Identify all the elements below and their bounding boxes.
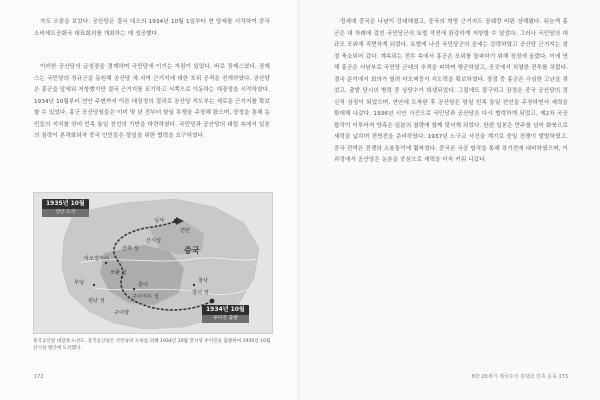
map-label-guizhou: 구이저우 성 [132, 294, 159, 300]
map-label-china: 중국 [184, 246, 200, 255]
page-number-left: 172 [34, 374, 44, 380]
long-march-map [33, 192, 273, 334]
running-head-right: 8장 20세기 제국주의 침략과 민족 운동 173 [471, 374, 568, 380]
map-label-yanan: 연안 [180, 228, 191, 234]
map-label-ningxia: 닝샤 [154, 218, 165, 224]
callout-departure-text: 루이진 출발 [202, 315, 249, 323]
map-caption: 중국공산당 대장정 노선도. 중국공산당은 국민당의 포위를 피해 1934년 10월 장시성 루이진을 출발하여 1935년 10월 산시성 옌안에 도착했다. [33, 339, 271, 351]
map-label-shaanxi: 산시성 [146, 238, 162, 244]
left-text-body [34, 62, 270, 143]
callout-arrival [42, 199, 89, 217]
left-paragraph-body: 이러한 공산당의 급성장을 경계하며 국민당에 이기는 자림이 있었다. 바로 장제스였다. 장제스는 국민당의 정규군을 동원해 공산당 세 지역 근거지에 대한 포위 공격을 전개하였다. 공산당은 홍군을 앞세워 저항했지만 결국 근거지를 포기하고 서쪽으로 이동하는 대장정을 시작하였다. 1934년 10월부터 연안 주변까지 이른 대장정의 결과로 공산당 지도부는 새로운 근거지를 확보할 수 있었다. 홍군 공산당원들은 이미 몇 년 전부터 항일 투쟁을 주장해 왔으며, 장정을 통해 농민들의 지지를 얻어 민족 통일 전선의 기반을 마련하였다. 국민당과 공산당의 대립 속에서 일본의 침략이 본격화되자 중국 인민들은 항일을 위한 협력을 요구하였다. [34, 64, 270, 139]
map-label-jiangxi: 장시 성 [192, 290, 209, 296]
start-marker [210, 299, 215, 304]
right-text-body [334, 17, 568, 167]
map-label-gansu: 간쑤 성 [122, 246, 139, 252]
callout-departure-date: 1934년 10월 [206, 306, 245, 313]
left-text-top [34, 17, 270, 40]
map-label-guiyang: 구이양 [114, 310, 130, 316]
end-marker [174, 219, 179, 224]
map-label-zunyi: 쭌이 [138, 282, 149, 288]
callout-arrival-text: 연안 도착 [42, 209, 89, 217]
map-label-yunnan: 윈난 성 [88, 298, 105, 304]
map-label-maoergai: 마오얼까이 [84, 256, 110, 262]
right-page [300, 0, 600, 400]
callout-departure [202, 305, 249, 323]
callout-arrival-date: 1935년 10월 [46, 200, 85, 207]
left-paragraph-top: 자도 오줌을 보았다. 공산당은 결국 대오의 1934년 10월 1일부터 현 당세를 시작하여 중국소비에트공화국 대표회의를 개최하는 데 성공했다. [34, 19, 270, 37]
map-label-sichuan: 쓰촨 성 [110, 270, 127, 276]
map-label-changsha: 창사 [198, 278, 209, 284]
map-label-luding: 루딩 [74, 280, 85, 286]
right-paragraph-body: 정세에 중국은 나날이 강대해졌고, 중국의 혁명 근거지도 장쉐량 비판 상해됐다. 뒤늦게 홍군은 내 차례에 걸친 국민당군의 토벌 작전에 완강하게 저항할 수 있었다. 그러나 국민당의 대규모 포위에 직면하게 되었다. 토벌에 나선 국민당군의 공세는 강력하였고 공산당 근거지는 점점 축소되어 갔다. 계속되는 전투 속에서 홍군은 포위를 돌파하기 위해 장정에 올랐다. 이에 연해 홍군은 서남부로 국민당 군대의 추격을 피하며 행군하였고, 곳곳에서 치열한 전투를 치렀다. 결국 준이에서 회의가 열려 마오쩌둥이 지도력을 확보하였다. 장정 중 홍군은 극심한 고난을 겪었고, 출발 당시의 병력 중 상당수가 희생되었다. 그럼에도 불구하고 장정은 중국 공산당의 정신적 상징이 되었으며, 연안에 도착한 후 공산당은 항일 민족 통일 전선을 주장하면서 세력을 확대해 나갔다. 1936년 시안 사건으로 국민당과 공산당은 다시 협력하게 되었고, 제2차 국공 합작이 이루어져 양측은 일본의 침략에 함께 맞서게 되었다. 한편 일본은 만주를 넘어 화북으로 세력을 넓히며 전면전을 준비하였다. 1937년 노구교 사건을 계기로 중일 전쟁이 발발하였고, 중국 전역은 전쟁의 소용돌이에 휩싸였다. 중국은 국공 합작을 통해 장기전에 대비하였으며, 이 과정에서 공산당은 농촌을 중심으로 세력을 더욱 키워 나갔다. [334, 19, 568, 163]
